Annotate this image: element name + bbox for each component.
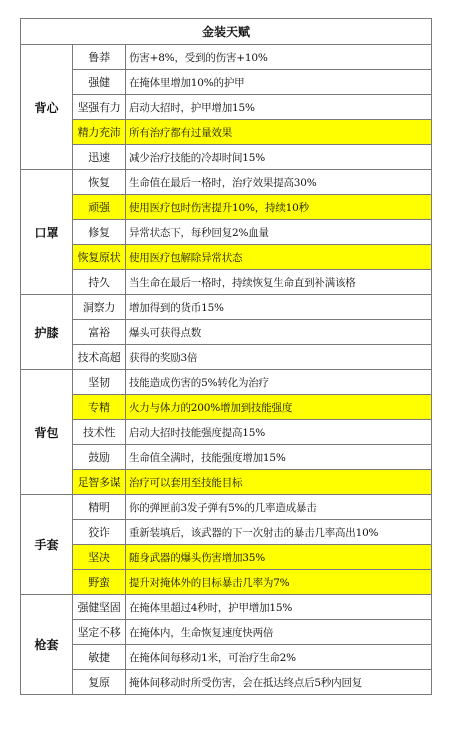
talent-description: 生命值全满时，技能强度增加15% xyxy=(126,445,432,470)
talent-row xyxy=(21,220,432,245)
talent-name: 技术性 xyxy=(73,420,126,445)
category-label: 护膝 xyxy=(21,295,73,370)
talent-description: 生命值在最后一格时，治疗效果提高30% xyxy=(126,170,432,195)
talent-description: 在掩体间每移动1米，可治疗生命2% xyxy=(126,645,432,670)
talent-row xyxy=(21,320,432,345)
talent-row xyxy=(21,120,432,145)
talent-name: 修复 xyxy=(73,220,126,245)
talent-description: 异常状态下，每秒回复2%血量 xyxy=(126,220,432,245)
category-label: 背包 xyxy=(21,370,73,495)
talent-row xyxy=(21,420,432,445)
talent-description: 当生命在最后一格时，持续恢复生命直到补满该格 xyxy=(126,270,432,295)
talent-name: 迅速 xyxy=(73,145,126,170)
talent-description: 增加得到的货币15% xyxy=(126,295,432,320)
talent-row xyxy=(21,70,432,95)
talent-name: 足智多谋 xyxy=(73,470,126,495)
talent-name: 强健坚固 xyxy=(73,595,126,620)
talent-row xyxy=(21,670,432,695)
talent-name: 强健 xyxy=(73,70,126,95)
talent-name: 持久 xyxy=(73,270,126,295)
talent-name: 坚定不移 xyxy=(73,620,126,645)
talent-row xyxy=(21,245,432,270)
talent-row xyxy=(21,145,432,170)
talent-row xyxy=(21,270,432,295)
talent-name: 复原 xyxy=(73,670,126,695)
talent-description: 掩体间移动时所受伤害，会在抵达终点后5秒内回复 xyxy=(126,670,432,695)
talent-description: 使用医疗包解除异常状态 xyxy=(126,245,432,270)
talent-row xyxy=(21,645,432,670)
talent-name: 洞察力 xyxy=(73,295,126,320)
table-title: 金装天赋 xyxy=(21,19,432,45)
talent-row xyxy=(21,95,432,120)
talent-name: 技术高超 xyxy=(73,345,126,370)
talent-name: 专精 xyxy=(73,395,126,420)
talent-row xyxy=(21,495,432,520)
category-label: 口罩 xyxy=(21,170,73,295)
talent-name: 狡诈 xyxy=(73,520,126,545)
talent-description: 随身武器的爆头伤害增加35% xyxy=(126,545,432,570)
talent-description: 启动大招时技能强度提高15% xyxy=(126,420,432,445)
talent-description: 启动大招时，护甲增加15% xyxy=(126,95,432,120)
talent-row xyxy=(21,170,432,195)
talent-name: 富裕 xyxy=(73,320,126,345)
talent-table xyxy=(20,18,432,695)
talent-description: 提升对掩体外的目标暴击几率为7% xyxy=(126,570,432,595)
talent-row xyxy=(21,570,432,595)
talent-row xyxy=(21,620,432,645)
talent-row xyxy=(21,545,432,570)
talent-name: 恢复 xyxy=(73,170,126,195)
talent-row xyxy=(21,470,432,495)
talent-row xyxy=(21,520,432,545)
talent-description: 伤害+8%，受到的伤害+10% xyxy=(126,45,432,70)
category-label: 背心 xyxy=(21,45,73,170)
talent-row xyxy=(21,295,432,320)
talent-description: 在掩体里超过4秒时，护甲增加15% xyxy=(126,595,432,620)
talent-name: 坚韧 xyxy=(73,370,126,395)
talent-row xyxy=(21,45,432,70)
talent-description: 火力与体力的200%增加到技能强度 xyxy=(126,395,432,420)
talent-description: 技能造成伤害的5%转化为治疗 xyxy=(126,370,432,395)
talent-row xyxy=(21,345,432,370)
talent-row xyxy=(21,595,432,620)
talent-name: 鼓励 xyxy=(73,445,126,470)
talent-name: 敏捷 xyxy=(73,645,126,670)
category-label: 枪套 xyxy=(21,595,73,695)
talent-description: 使用医疗包时伤害提升10%，持续10秒 xyxy=(126,195,432,220)
talent-name: 坚决 xyxy=(73,545,126,570)
category-label: 手套 xyxy=(21,495,73,595)
talent-description: 所有治疗都有过量效果 xyxy=(126,120,432,145)
talent-name: 精力充沛 xyxy=(73,120,126,145)
talent-description: 爆头可获得点数 xyxy=(126,320,432,345)
talent-name: 精明 xyxy=(73,495,126,520)
talent-name: 恢复原状 xyxy=(73,245,126,270)
talent-description: 在掩体里增加10%的护甲 xyxy=(126,70,432,95)
talent-description: 减少治疗技能的冷却时间15% xyxy=(126,145,432,170)
talent-name: 顽强 xyxy=(73,195,126,220)
talent-table-body xyxy=(21,19,432,695)
talent-description: 治疗可以套用至技能目标 xyxy=(126,470,432,495)
talent-description: 在掩体内，生命恢复速度快两倍 xyxy=(126,620,432,645)
talent-row xyxy=(21,195,432,220)
talent-description: 你的弹匣前3发子弹有5%的几率造成暴击 xyxy=(126,495,432,520)
talent-row xyxy=(21,370,432,395)
talent-row xyxy=(21,395,432,420)
talent-name: 野蛮 xyxy=(73,570,126,595)
talent-name: 坚强有力 xyxy=(73,95,126,120)
table-title-row xyxy=(21,19,432,45)
talent-name: 鲁莽 xyxy=(73,45,126,70)
talent-description: 获得的奖励3倍 xyxy=(126,345,432,370)
talent-description: 重新装填后，该武器的下一次射击的暴击几率高出10% xyxy=(126,520,432,545)
talent-row xyxy=(21,445,432,470)
